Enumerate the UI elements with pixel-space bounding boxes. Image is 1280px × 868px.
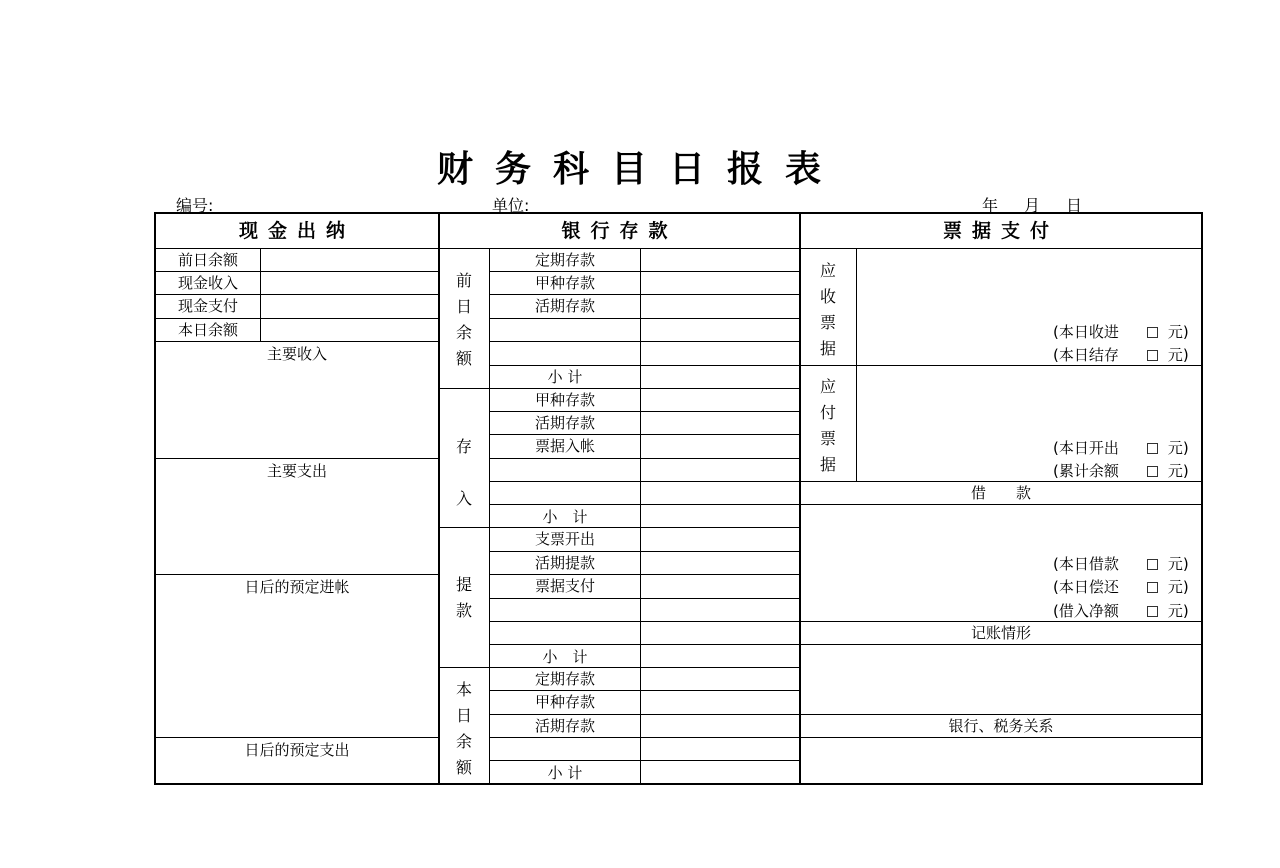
bank-withdraw-subtotal: 小 计: [542, 648, 588, 666]
bank-tax-relation-label: 银行、税务关系: [948, 717, 1054, 735]
bank-withdraw-item-2: 活期提款: [534, 554, 595, 572]
bank-prev-item-2: 甲种存款: [534, 274, 595, 292]
main-income-label: 主要收入: [266, 345, 327, 363]
loan-line-3: (借入净额 元): [1053, 602, 1189, 620]
bookkeeping-label: 记账情形: [970, 624, 1031, 642]
checkbox-icon: [1147, 466, 1158, 477]
bank-prev-item-3: 活期存款: [534, 297, 595, 315]
bank-withdraw-item-3: 票据支付: [534, 577, 595, 595]
checkbox-icon: [1147, 327, 1158, 338]
bank-prev-subtotal: 小 计: [547, 368, 583, 386]
future-expense-label: 日后的预定支出: [244, 741, 350, 759]
bank-deposit-item-1: 甲种存款: [534, 391, 595, 409]
bank-deposit-subtotal: 小 计: [542, 508, 588, 526]
bank-today-balance-label: 本日余额: [455, 680, 472, 777]
bank-today-subtotal: 小 计: [547, 764, 583, 782]
bank-today-item-1: 定期存款: [534, 670, 595, 688]
future-income-label: 日后的预定进帐: [244, 578, 350, 596]
checkbox-icon: [1147, 443, 1158, 454]
loan-header: 借 款: [970, 484, 1031, 502]
date-year: 年: [982, 196, 999, 215]
notes-header: 票据支付: [942, 220, 1059, 242]
checkbox-icon: [1147, 559, 1158, 570]
checkbox-icon: [1147, 582, 1158, 593]
report-title: 财务科目日报表: [436, 149, 843, 190]
payable-line-1: (本日开出 元): [1053, 439, 1189, 457]
loan-line-2: (本日偿还 元): [1053, 578, 1189, 596]
main-expense-label: 主要支出: [266, 462, 327, 480]
cash-header: 现金出纳: [238, 220, 355, 242]
checkbox-icon: [1147, 606, 1158, 617]
bank-header: 银行存款: [561, 220, 678, 242]
receivable-line-2: (本日结存 元): [1053, 346, 1189, 364]
bank-today-item-2: 甲种存款: [534, 693, 595, 711]
bank-prev-item-1: 定期存款: [534, 251, 595, 269]
date-day: 日: [1066, 196, 1083, 215]
receivable-line-1: (本日收进 元): [1053, 323, 1189, 341]
payable-notes-label: 应付票据: [819, 377, 836, 474]
number-label: 编号:: [176, 196, 214, 215]
payable-line-2: (累计余额 元): [1053, 462, 1189, 480]
cash-income-label: 现金收入: [177, 274, 238, 292]
checkbox-icon: [1147, 350, 1158, 361]
bank-withdraw-item-1: 支票开出: [534, 530, 595, 548]
cash-expense-label: 现金支付: [177, 297, 238, 315]
bank-deposit-item-2: 活期存款: [534, 414, 595, 432]
cash-prev-balance-label: 前日余额: [177, 251, 238, 269]
date-month: 月: [1024, 196, 1041, 215]
cash-label-divider: [260, 248, 261, 342]
receivable-notes-label: 应收票据: [819, 261, 836, 358]
bank-deposit-item-3: 票据入帐: [534, 437, 595, 455]
cash-today-balance-label: 本日余额: [177, 321, 238, 339]
loan-line-1: (本日借款 元): [1053, 555, 1189, 573]
bank-today-item-3: 活期存款: [534, 717, 595, 735]
unit-label: 单位:: [492, 196, 530, 215]
bank-withdraw-label: 提款: [455, 575, 472, 620]
divider-cash-bank: [438, 212, 440, 785]
bank-deposit-label: 存入: [455, 437, 472, 508]
bank-prev-balance-label: 前日余额: [455, 271, 472, 368]
